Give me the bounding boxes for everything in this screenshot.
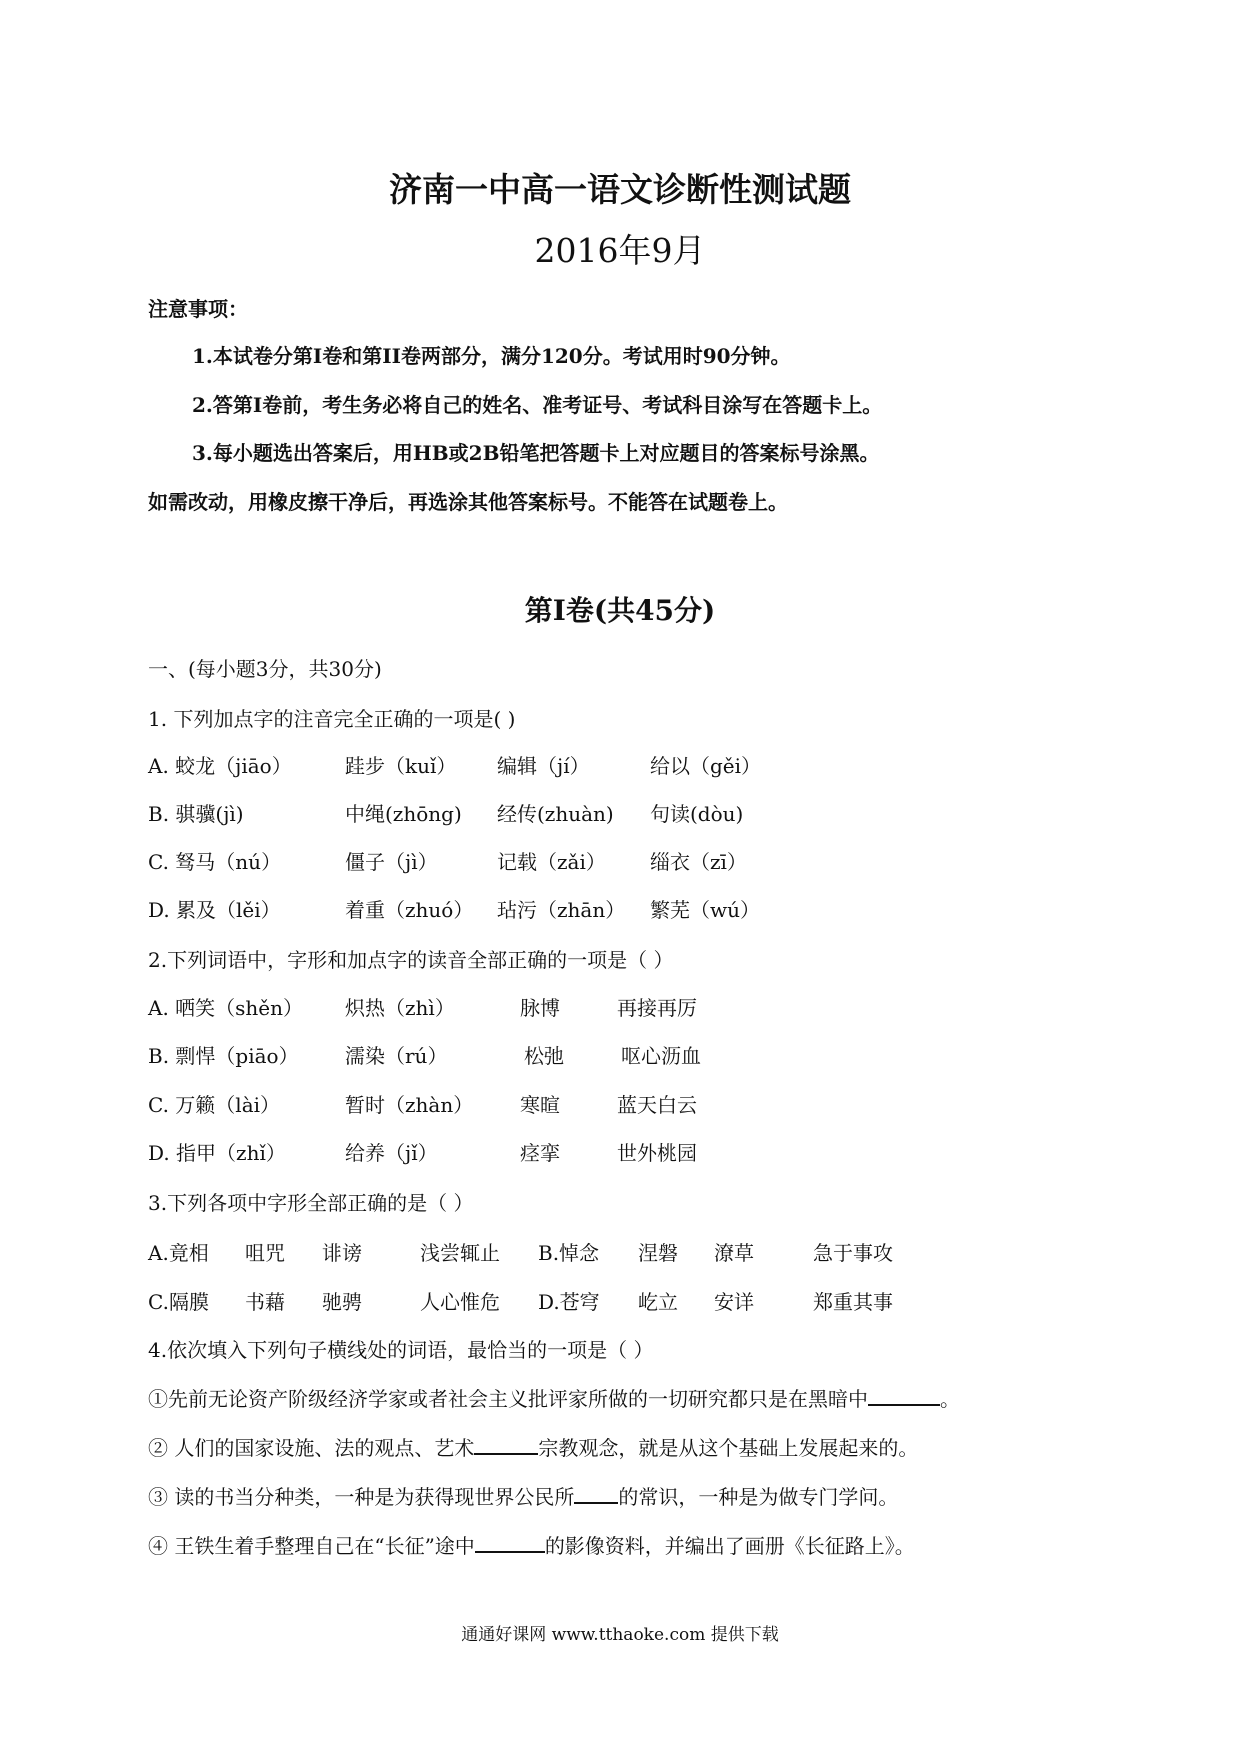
option-cell: 郑重其事: [813, 1290, 893, 1314]
option-cell: B.悼念: [538, 1241, 600, 1265]
option-cell: 咀咒: [245, 1241, 285, 1265]
option-cell: 繁芜（wú）: [650, 898, 760, 922]
option-cell: 给养（jǐ）: [345, 1141, 438, 1165]
option-cell: B. 骐骥(jì): [148, 802, 244, 826]
question-1-stem: 1. 下列加点字的注音完全正确的一项是( ): [148, 707, 516, 731]
option-cell: 给以（gěi）: [650, 754, 762, 778]
option-cell: 急于事攻: [813, 1241, 893, 1265]
notes-heading: 注意事项：: [148, 297, 248, 321]
option-cell: A. 蛟龙（jiāo）: [148, 754, 292, 778]
option-cell: 书藉: [245, 1290, 285, 1314]
sentence-text: 的常识，一种是为做专门学问。: [618, 1485, 899, 1509]
option-cell: 经传(zhuàn): [497, 802, 614, 826]
option-cell: 缁衣（zī）: [650, 850, 747, 874]
page-title: 济南一中高一语文诊断性测试题: [389, 170, 851, 209]
sentence-text: 。: [940, 1387, 960, 1411]
option-cell: 炽热（zhì）: [345, 996, 455, 1020]
option-cell: 松弛: [524, 1044, 564, 1068]
sentence-text: ①先前无论资产阶级经济学家或者社会主义批评家所做的一切研究都只是在黑暗中: [148, 1387, 868, 1411]
question-3-stem: 3.下列各项中字形全部正确的是（ ）: [148, 1191, 474, 1215]
note-item: 2.答第Ⅰ卷前，考生务必将自己的姓名、准考证号、考试科目涂写在答题卡上。: [192, 393, 883, 417]
question-4-sentence: [148, 1383, 960, 1412]
option-cell: 人心惟危: [420, 1290, 500, 1314]
option-cell: 编辑（jí）: [497, 754, 590, 778]
option-cell: 跬步（kuǐ）: [345, 754, 457, 778]
sentence-text: ④ 王铁生着手整理自己在“长征”途中: [148, 1534, 475, 1558]
option-cell: C. 万籁（lài）: [148, 1093, 281, 1117]
option-cell: 痉挛: [520, 1141, 560, 1165]
option-cell: 濡染（rú）: [345, 1044, 448, 1068]
option-cell: 中绳(zhōng): [345, 802, 462, 826]
option-cell: 句读(dòu): [650, 802, 744, 826]
option-cell: 蓝天白云: [617, 1093, 697, 1117]
option-cell: 寒暄: [520, 1093, 560, 1117]
option-cell: 脉博: [520, 996, 560, 1020]
option-cell: C.隔膜: [148, 1290, 209, 1314]
page-footer: 通通好课网 www.tthaoke.com 提供下载: [461, 1625, 779, 1645]
question-4-sentence: [148, 1432, 918, 1461]
option-cell: B. 剽悍（piāo）: [148, 1044, 299, 1068]
fill-blank: [474, 1452, 538, 1455]
option-cell: A. 哂笑（shěn）: [148, 996, 304, 1020]
option-cell: 着重（zhuó）: [345, 898, 474, 922]
option-cell: 驰骋: [322, 1290, 362, 1314]
option-cell: 暂时（zhàn）: [345, 1093, 474, 1117]
question-4-stem: 4.依次填入下列句子横线处的词语，最恰当的一项是（ ）: [148, 1338, 654, 1362]
fill-blank: [574, 1501, 618, 1504]
fill-blank: [868, 1403, 940, 1406]
option-cell: A.竟相: [148, 1241, 209, 1265]
option-cell: 安详: [714, 1290, 754, 1314]
option-cell: 屹立: [638, 1290, 678, 1314]
option-cell: D. 累及（lěi）: [148, 898, 281, 922]
section-title: 第Ⅰ卷(共45分): [524, 594, 716, 627]
question-2-stem: 2.下列词语中，字形和加点字的读音全部正确的一项是（ ）: [148, 948, 674, 972]
fill-blank: [475, 1550, 545, 1553]
option-cell: 诽谤: [322, 1241, 362, 1265]
sentence-text: 的影像资料，并编出了画册《长征路上》。: [544, 1534, 915, 1558]
option-cell: 呕心沥血: [621, 1044, 701, 1068]
option-cell: D. 指甲（zhǐ）: [148, 1141, 286, 1165]
question-4-sentence: [148, 1530, 915, 1559]
option-cell: 僵子（jì）: [345, 850, 438, 874]
option-cell: C. 驽马（nú）: [148, 850, 282, 874]
exam-date: 2016年9月: [534, 231, 706, 270]
option-cell: 潦草: [714, 1241, 754, 1265]
option-cell: 玷污（zhān）: [497, 898, 626, 922]
option-cell: D.苍穹: [538, 1290, 600, 1314]
sentence-text: ② 人们的国家设施、法的观点、艺术: [148, 1436, 475, 1460]
option-cell: 世外桃园: [617, 1141, 697, 1165]
sentence-text: ③ 读的书当分种类，一种是为获得现世界公民所: [148, 1485, 575, 1509]
option-cell: 涅磐: [638, 1241, 678, 1265]
note-item: 1.本试卷分第Ⅰ卷和第II卷两部分，满分120分。考试用时90分钟。: [192, 344, 791, 368]
note-item: 3.每小题选出答案后，用HB或2B铅笔把答题卡上对应题目的答案标号涂黑。: [192, 441, 880, 465]
sentence-text: 宗教观念，就是从这个基础上发展起来的。: [538, 1436, 919, 1460]
part-label: 一、(每小题3分，共30分): [148, 657, 382, 681]
option-cell: 再接再厉: [617, 996, 697, 1020]
note-item: 如需改动，用橡皮擦干净后，再选涂其他答案标号。不能答在试题卷上。: [148, 490, 788, 514]
option-cell: 记载（zǎi）: [497, 850, 606, 874]
question-4-sentence: [148, 1481, 898, 1510]
option-cell: 浅尝辄止: [420, 1241, 500, 1265]
